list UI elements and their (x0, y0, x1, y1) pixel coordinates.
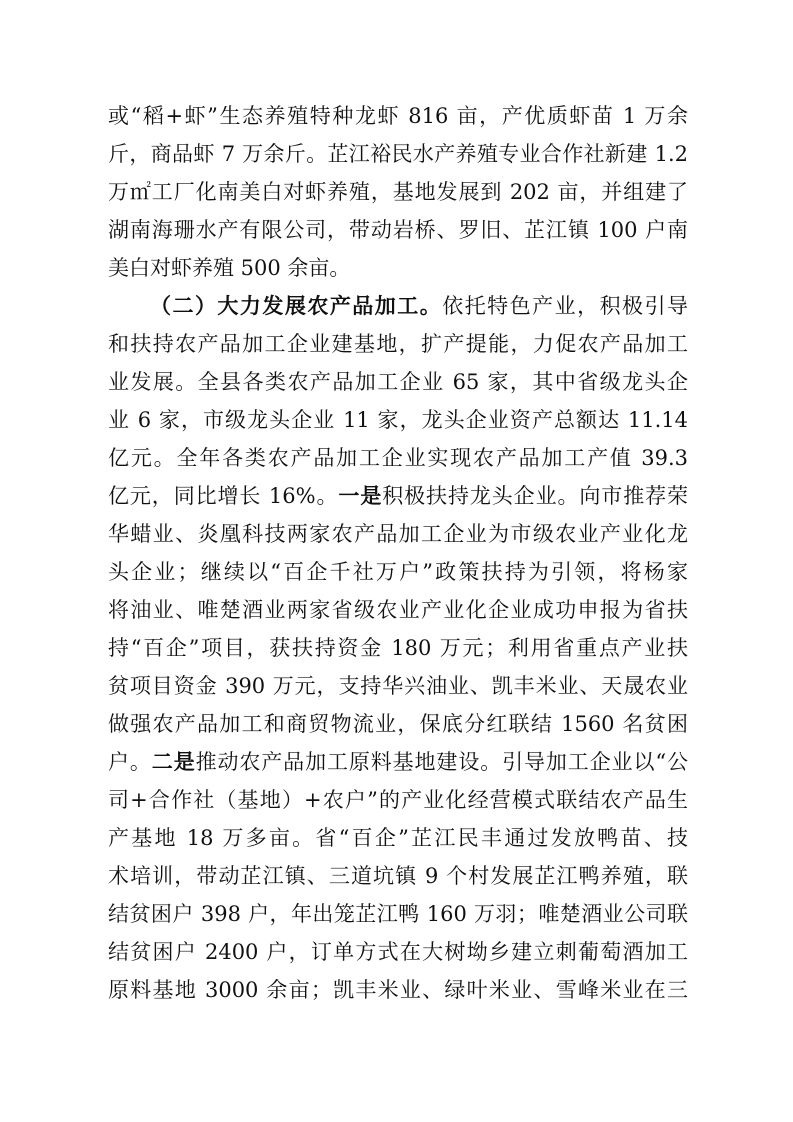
text-line: 原料基地 3000 余亩；凯丰米业、绿叶米业、雪峰米业在三 (108, 978, 688, 1002)
point-label: 一是 (338, 483, 383, 508)
text-line: 万㎡工厂化南美白对虾养殖，基地发展到 202 亩，并组建了 (108, 180, 688, 204)
text-span: 亿元，同比增长 16%。 (108, 484, 339, 508)
text-line: 司+合作社（基地）+农户”的产业化经营模式联结农产品生 (108, 788, 688, 812)
point-title: 推动农产品加工原料基地建设。 (195, 750, 503, 774)
text-line: 业 6 家，市级龙头企业 11 家，龙头企业资产总额达 11.14 (108, 408, 688, 432)
text-span: 户。 (108, 750, 152, 774)
point-title: 积极扶持龙头企业。 (382, 484, 580, 508)
text-line: 头企业；继续以“百企千社万户”政策扶持为引领，将杨家 (108, 560, 688, 584)
text-span: 引导加工企业以“公 (502, 750, 688, 774)
text-line: 业发展。全县各类农产品加工企业 65 家，其中省级龙头企 (108, 370, 688, 394)
text-line: 斤，商品虾 7 万余斤。芷江裕民水产养殖专业合作社新建 1.2 (108, 142, 688, 166)
text-line: 或“稻+虾”生态养殖特种龙虾 816 亩，产优质虾苗 1 万余 (108, 104, 688, 128)
point-label: 二是 (151, 749, 196, 774)
section-heading: （二）大力发展农产品加工。 (150, 293, 443, 318)
text-span: 向市推荐荣 (579, 484, 688, 508)
text-line (108, 747, 688, 777)
text-line: 美白对虾养殖 500 余亩。 (108, 256, 351, 280)
text-line: 和扶持农产品加工企业建基地，扩产提能，力促农产品加工 (108, 332, 688, 356)
text-line: 结贫困户 398 户，年出笼芷江鸭 160 万羽；唯楚酒业公司联 (108, 902, 688, 926)
text-line: 持“百企”项目，获扶持资金 180 万元；利用省重点产业扶 (108, 636, 688, 660)
text-line: 华蜡业、炎凰科技两家农产品加工企业为市级农业产业化龙 (108, 522, 688, 546)
text-line: 术培训，带动芷江镇、三道坑镇 9 个村发展芷江鸭养殖，联 (108, 864, 688, 888)
section-first-line (150, 291, 688, 321)
text-span: 依托特色产业，积极引导 (442, 294, 688, 318)
text-line: 将油业、唯楚酒业两家省级农业产业化企业成功申报为省扶 (108, 598, 688, 622)
text-line: 产基地 18 万多亩。省“百企”芷江民丰通过发放鸭苗、技 (108, 826, 688, 850)
text-line: 湖南海珊水产有限公司，带动岩桥、罗旧、芷江镇 100 户南 (108, 218, 688, 242)
text-line (108, 481, 688, 511)
text-line: 贫项目资金 390 万元，支持华兴油业、凯丰米业、天晟农业 (108, 674, 688, 698)
text-line: 做强农产品加工和商贸物流业，保底分红联结 1560 名贫困 (108, 712, 688, 736)
text-line: 结贫困户 2400 户，订单方式在大树坳乡建立刺葡萄酒加工 (108, 940, 688, 964)
text-line: 亿元。全年各类农产品加工企业实现农产品加工产值 39.3 (108, 446, 688, 470)
